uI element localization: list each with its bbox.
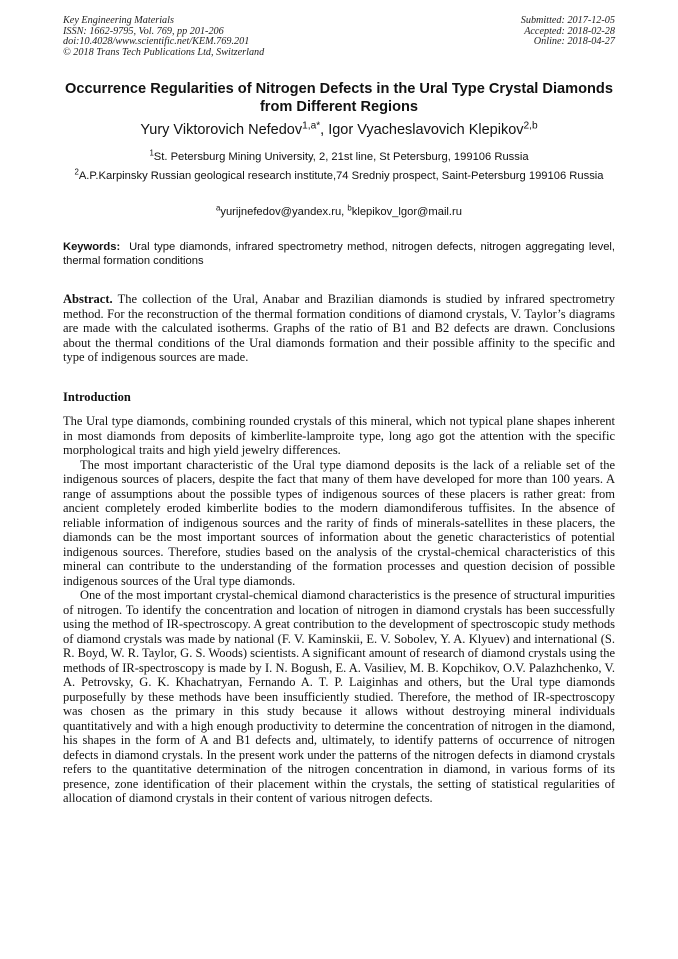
email-separator: , bbox=[341, 206, 348, 218]
affiliation-2-mark: 2 bbox=[74, 167, 79, 177]
paper-title: Occurrence Regularities of Nitrogen Defects in the Ural Type Crystal Diamonds from Different Regions bbox=[65, 81, 613, 115]
publication-dates bbox=[521, 16, 615, 48]
author-separator: , bbox=[320, 122, 329, 138]
author-2: Igor Vyacheslavovich Klepikov bbox=[328, 122, 524, 138]
affiliation-1 bbox=[60, 150, 618, 164]
email-line bbox=[60, 205, 618, 219]
doi: doi:10.4028/www.scientific.net/KEM.769.201 bbox=[63, 36, 250, 48]
keywords-text: Ural type diamonds, infrared spectrometry method, nitrogen defects, nitrogen aggregating level, thermal formation conditions bbox=[63, 241, 616, 268]
author-1: Yury Viktorovich Nefedov bbox=[140, 122, 303, 138]
author-line bbox=[60, 121, 618, 139]
affiliation-1-text: St. Petersburg Mining University, 2, 21st line, St Petersburg, 199106 Russia bbox=[153, 151, 529, 163]
online-date: Online: 2018-04-27 bbox=[533, 36, 615, 48]
abstract-label: Abstract. bbox=[63, 292, 113, 306]
abstract-text: The collection of the Ural, Anabar and Brazilian diamonds is studied by infrared spectrometry method. For the reconstruction of the thermal formation conditions of diamond crystals, V. Taylor’s diagrams are made with the calculated isotherms. Graphs of the ratio of B1 and B2 defects are drawn. Conclusions about the thermal conditions of the Ural diamonds formation and their possible affinity to the specific and type of indigenous sources are made. bbox=[63, 292, 616, 364]
intro-paragraph: The most important characteristic of the Ural type diamond deposits is the lack of a reliable set of the indigenous sources of placers, despite the fact that many of them have developed for more than 100 years. A range of assumptions about the possible types of indigenous sources of these placers is rather great: from ancient completely eroded kimberlite bodies to the modern diamondiferous tuffisites. In the absence of reliable information of indigenous sources and the rarity of finds of minerals-satellites in these placers, the diamonds can be the most important sources of information about the genetic characteristics of potential indigenous sources. Therefore, studies based on the analysis of the crystal-chemical characteristics of this mineral can contribute to the understanding of the formation processes and question decision of possible indigenous sources of the Ural type diamonds. bbox=[63, 457, 615, 588]
intro-paragraph: The Ural type diamonds, combining rounded crystals of this mineral, which not typical plane shapes inherent in most diamonds from deposits of kimberlite-lamproite type, long ago got the attention with the specific morphological traits and high yield jewelry differences. bbox=[63, 414, 615, 457]
author-1-affiliation-mark: 1,a* bbox=[302, 120, 321, 132]
keywords-label: Keywords: bbox=[63, 241, 121, 253]
email-a-mark: a bbox=[216, 203, 221, 213]
issn-volume: ISSN: 1662-9795, Vol. 769, pp 201-206 bbox=[63, 25, 224, 37]
affiliation-1-mark: 1 bbox=[149, 148, 154, 158]
accepted-date: Accepted: 2018-02-28 bbox=[524, 25, 615, 37]
email-b[interactable]: klepikov_lgor@mail.ru bbox=[351, 206, 462, 218]
email-b-mark: b bbox=[347, 203, 352, 213]
email-a[interactable]: yurijnefedov@yandex.ru bbox=[220, 206, 342, 218]
introduction-body bbox=[63, 414, 615, 806]
journal-name: Key Engineering Materials bbox=[63, 15, 174, 26]
copyright: © 2018 Trans Tech Publications Ltd, Switzerland bbox=[63, 46, 265, 58]
affiliation-2 bbox=[60, 169, 618, 183]
journal-info bbox=[63, 16, 264, 58]
affiliation-2-text: A.P.Karpinsky Russian geological research institute,74 Sredniy prospect, Saint-Petersburg 199106 Russia bbox=[78, 170, 604, 182]
intro-paragraph: One of the most important crystal-chemical diamond characteristics is the presence of structural impurities of nitrogen. To identify the concentration and location of nitrogen in diamond crystals has been successfully using the method of IR-spectroscopy. A great contribution to the development of spectroscopic study methods of diamond crystals was made by national (F. V. Kaminskii, E. V. Sobolev, Y. A. Klyuev) and international (S. R. Boyd, W. R. Taylor, G. S. Woods) scientists. A significant amount of research of diamond crystals using the methods of IR-spectroscopy is made by I. N. Bogush, E. A. Vasiliev, M. B. Kopchikov, O.V. Palazhchenko, V. A. Petrovsky, G. K. Khachatryan, Fernando A. T. P. Laiginhas and others, but the Ural type diamonds purposefully by these methods have been insufficiently studied. Therefore, the method of IR-spectroscopy was chosen as the primary in this study because it allows without destroying mineral individuals quantitatively and with a high enough productivity to determine the concentration of nitrogen in the diamond, his shapes in the form of A and B1 defects and, ultimately, to identify patterns of occurrence of nitrogen defects in diamond crystals. In the present work under the patterns of the nitrogen defects in diamond crystals refers to the quantitative determination of the nitrogen concentration in diamond, in various forms of its presence, zone identification of their placement within the crystals, the setting of statistical regularities of allocation of diamond crystals in their content of various nitrogen defects. bbox=[63, 588, 615, 805]
submitted-date: Submitted: 2017-12-05 bbox=[520, 15, 615, 26]
author-2-affiliation-mark: 2,b bbox=[523, 120, 538, 132]
abstract-block bbox=[63, 292, 615, 365]
keywords-block bbox=[63, 240, 615, 268]
section-heading-introduction: Introduction bbox=[63, 390, 131, 404]
